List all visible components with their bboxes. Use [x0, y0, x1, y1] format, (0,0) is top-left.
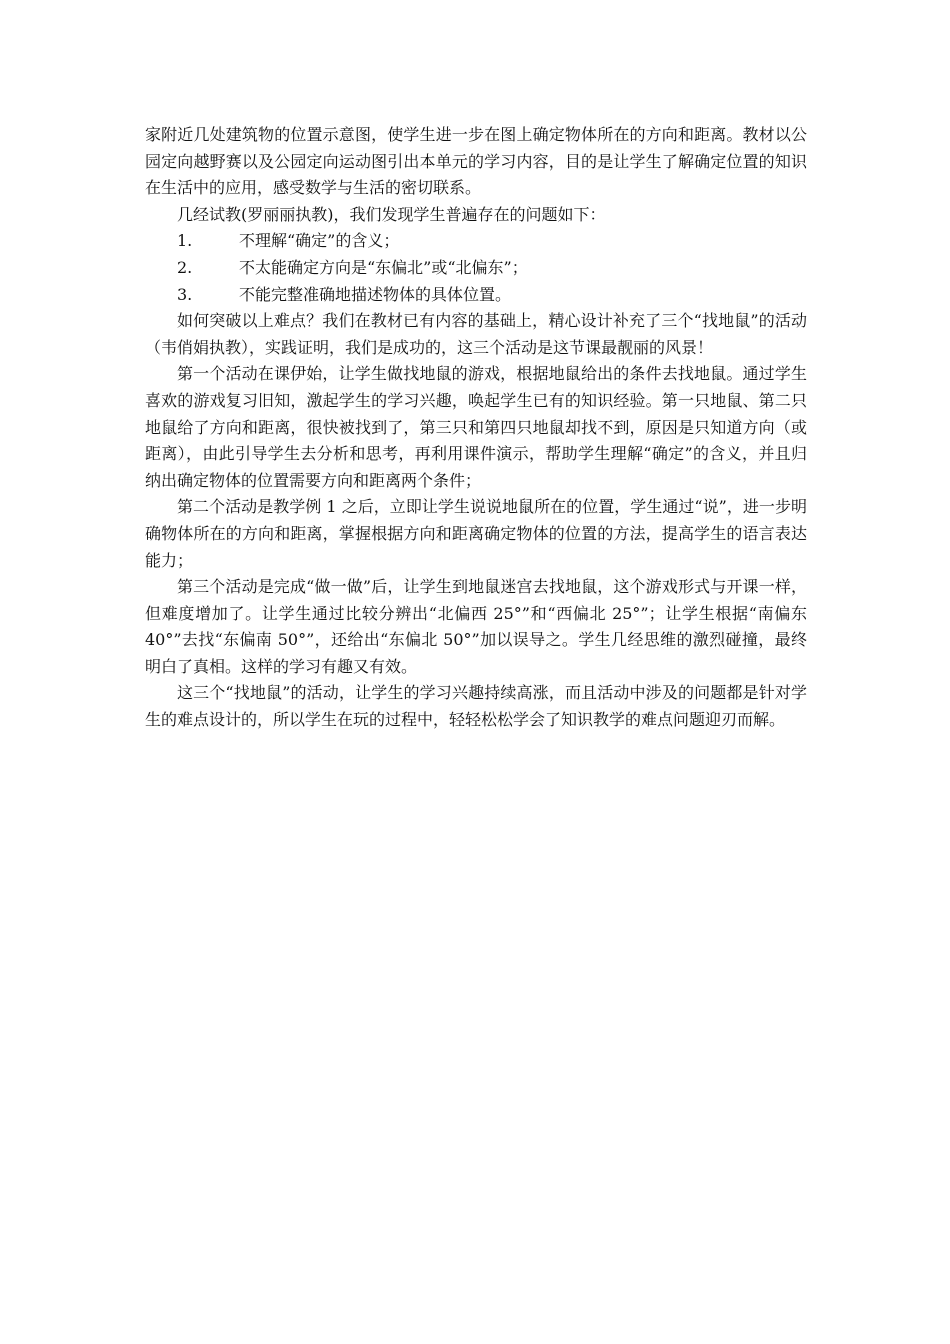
paragraph-activity-one: 第一个活动在课伊始，让学生做找地鼠的游戏，根据地鼠给出的条件去找地鼠。通过学生喜欢的游戏复习旧知，激起学生的学习兴趣，唤起学生已有的知识经验。第一只地鼠、第二只地鼠给了方向和距离，很快被找到了，第三只和第四只地鼠却找不到，原因是只知道方向（或距离），由此引导学生去分析和思考，再利用课件演示，帮助学生理解“确定”的含义，并且归纳出确定物体的位置需要方向和距离两个条件；	[145, 364, 807, 490]
list-item-text: 不理解“确定”的含义；	[239, 231, 400, 251]
list-item-text: 不太能确定方向是“东偏北”或“北偏东”；	[239, 257, 528, 277]
list-item-text: 不能完整准确地描述物体的具体位置。	[239, 284, 512, 304]
list-item	[145, 255, 807, 282]
list-item-number: 3.	[177, 284, 193, 304]
list-item	[145, 228, 807, 255]
list-item-number: 2.	[177, 257, 193, 277]
paragraph-conclusion: 这三个“找地鼠”的活动，让学生的学习兴趣持续高涨，而且活动中涉及的问题都是针对学生的难点设计的，所以学生在玩的过程中，轻轻松松学会了知识教学的难点问题迎刃而解。	[145, 683, 807, 730]
paragraph-continuation: 家附近几处建筑物的位置示意图，使学生进一步在图上确定物体所在的方向和距离。教材以公园定向越野赛以及公园定向运动图引出本单元的学习内容，目的是让学生了解确定位置的知识在生活中的应用，感受数学与生活的密切联系。	[145, 125, 807, 198]
paragraph-activity-three: 第三个活动是完成“做一做”后，让学生到地鼠迷宫去找地鼠，这个游戏形式与开课一样，但难度增加了。让学生通过比较分辨出“北偏西 25°”和“西偏北 25°”；让学生根据“南偏东 40°”去找“东偏南 50°”，还给出“东偏北 50°”加以误导之。学生几经思维的激烈碰撞，最终明白了真相。这样的学习有趣又有效。	[145, 577, 807, 676]
document-body	[145, 122, 807, 734]
paragraph-solution: 如何突破以上难点？我们在教材已有内容的基础上，精心设计补充了三个“找地鼠”的活动（韦俏娟执教），实践证明，我们是成功的，这三个活动是这节课最靓丽的风景！	[145, 311, 807, 357]
paragraph-activity-two: 第二个活动是教学例 1 之后，立即让学生说说地鼠所在的位置，学生通过“说”，进一步明确物体所在的方向和距离，掌握根据方向和距离确定物体的位置的方法，提高学生的语言表达能力；	[145, 497, 807, 570]
list-item	[145, 282, 807, 309]
paragraph-problem-intro: 几经试教(罗丽丽执教)，我们发现学生普遍存在的问题如下：	[177, 204, 606, 224]
list-item-number: 1.	[177, 231, 193, 251]
